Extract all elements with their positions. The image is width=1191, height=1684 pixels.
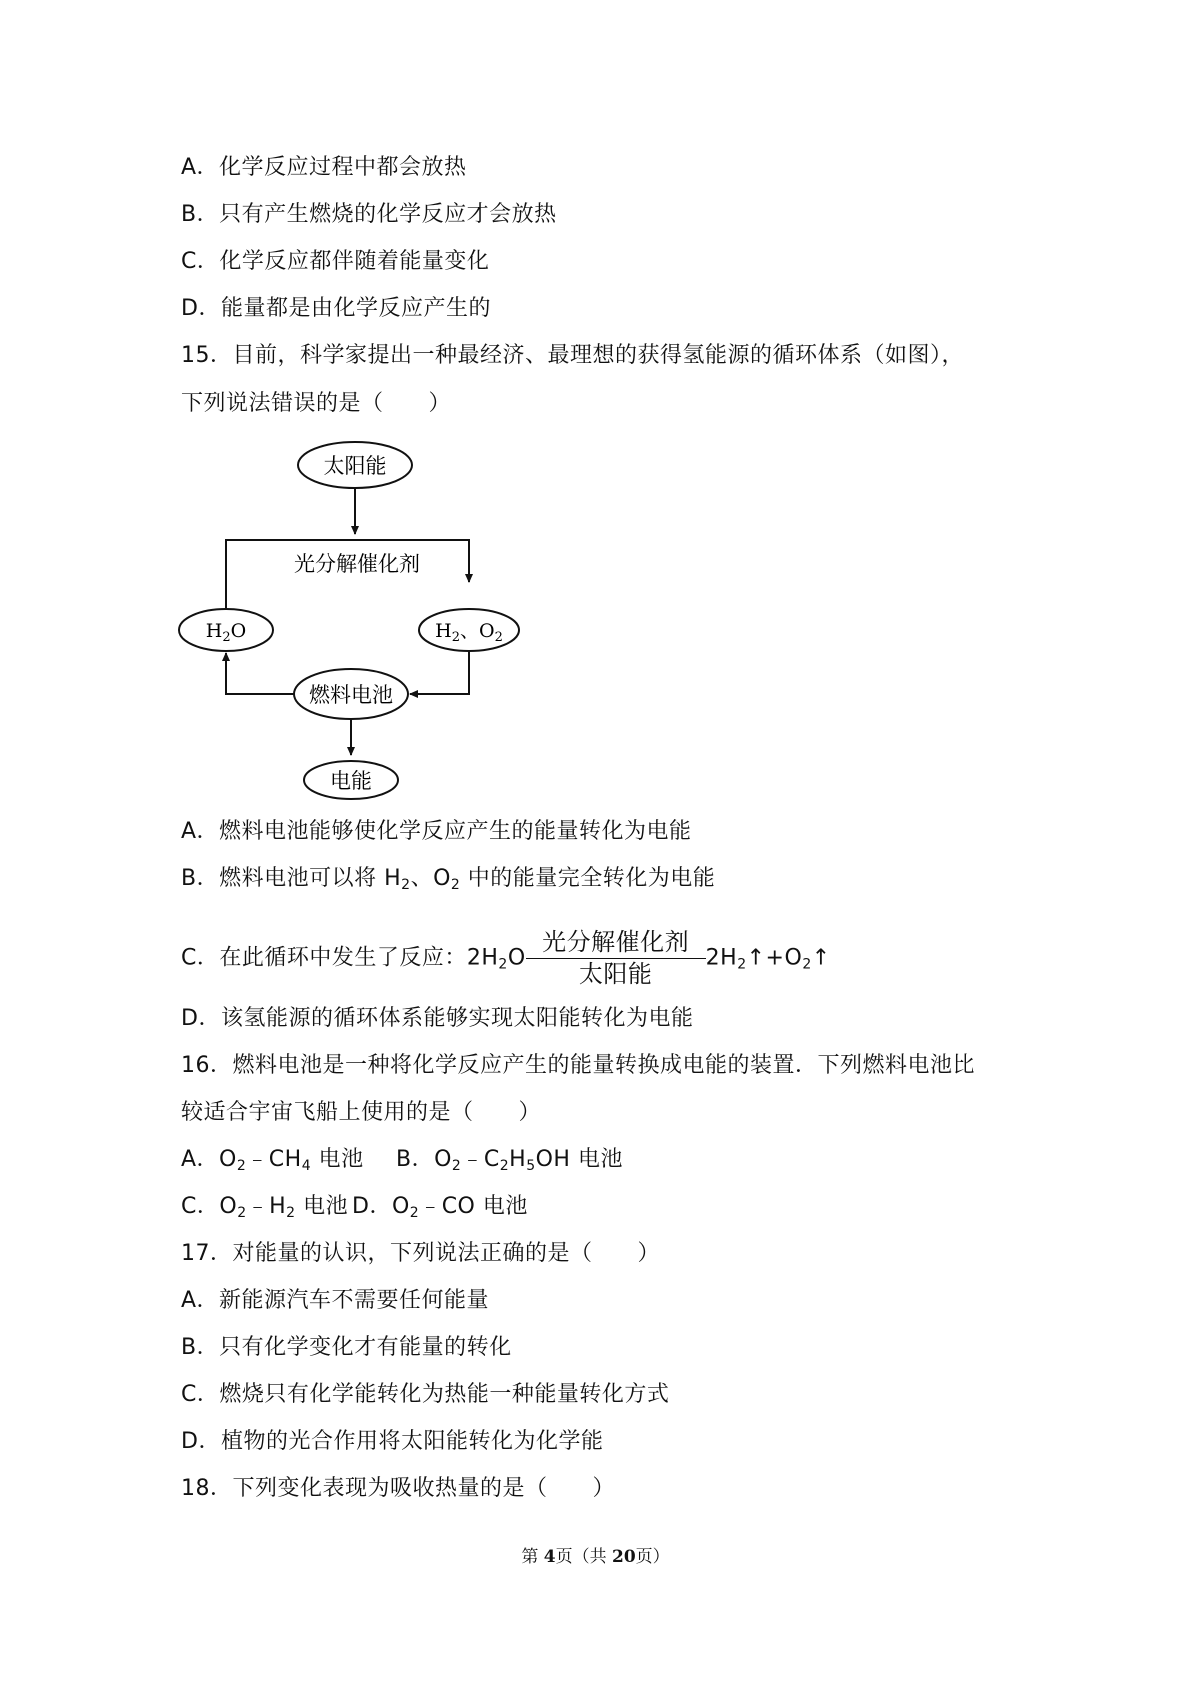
q16-stem-line2: 较适合宇宙飞船上使用的是（ ） [181, 1100, 542, 1125]
q16-option-c: C．$O_2﹣H_2$ 电池 [181, 1194, 349, 1221]
q15-stem-line1: 15．目前，科学家提出一种最经济、最理想的获得氢能源的循环体系（如图）， [181, 343, 964, 368]
q16-option-b: B．$O_2﹣C_2H_5OH$ 电池 [396, 1147, 623, 1174]
q17-option-a: A．新能源汽车不需要任何能量 [181, 1288, 490, 1313]
products-to-fuel-cell-arrow [410, 652, 469, 694]
solar-energy-label: 太阳能 [323, 454, 387, 478]
h2-o2-label: $H_2$、$O_2$ [435, 620, 503, 645]
fuel-cell-label: 燃料电池 [309, 683, 393, 707]
q17-stem: 17．对能量的认识，下列说法正确的是（ ） [181, 1241, 660, 1266]
q17-option-c: C．燃烧只有化学能转化为热能一种能量转化方式 [181, 1382, 670, 1407]
q14-option-b: B．只有产生燃烧的化学反应才会放热 [181, 202, 557, 227]
hydrogen-cycle-diagram [175, 440, 535, 800]
q15-option-c: C．在此循环中发生了反应：$2H_2O$ $\frac{\text{光分解催化剂}}{\text{太阳能}}$ $2H_2↑+O_2↑$ [181, 928, 831, 988]
page-number: 4 [543, 1547, 556, 1567]
q14-option-a: A．化学反应过程中都会放热 [181, 155, 467, 180]
q16-stem-line1: 16．燃料电池是一种将化学反应产生的能量转换成电能的装置．下列燃料电池比 [181, 1053, 975, 1078]
catalyst-label: 光分解催化剂 [294, 552, 420, 576]
q17-option-b: B．只有化学变化才有能量的转化 [181, 1335, 512, 1360]
q14-option-c: C．化学反应都伴随着能量变化 [181, 249, 490, 274]
q18-stem: 18．下列变化表现为吸收热量的是（ ） [181, 1476, 615, 1501]
electric-energy-label: 电能 [330, 769, 372, 793]
page-total: 20 [611, 1547, 636, 1567]
reaction-condition: $\frac{\text{光分解催化剂}}{\text{太阳能}}$ [526, 928, 706, 989]
q14-option-d: D．能量都是由化学反应产生的 [181, 296, 491, 321]
q15-option-a: A．燃料电池能够使化学反应产生的能量转化为电能 [181, 819, 692, 844]
q15-option-b: B．燃料电池可以将 $H_2$、$O_2$ 中的能量完全转化为电能 [181, 866, 716, 893]
q17-option-d: D．植物的光合作用将太阳能转化为化学能 [181, 1429, 604, 1454]
page-footer: 第 4页（共 20页） [521, 1547, 670, 1567]
water-label: $H_2O$ [205, 620, 247, 645]
q15-option-d: D．该氢能源的循环体系能够实现太阳能转化为电能 [181, 1006, 694, 1031]
q15-stem-line2: 下列说法错误的是（ ） [181, 391, 452, 416]
fuel-cell-to-water-arrow [226, 653, 294, 694]
q16-option-a: A．$O_2﹣CH_4$ 电池 [181, 1147, 364, 1174]
q16-option-d: D．$O_2﹣CO$ 电池 [352, 1194, 528, 1221]
